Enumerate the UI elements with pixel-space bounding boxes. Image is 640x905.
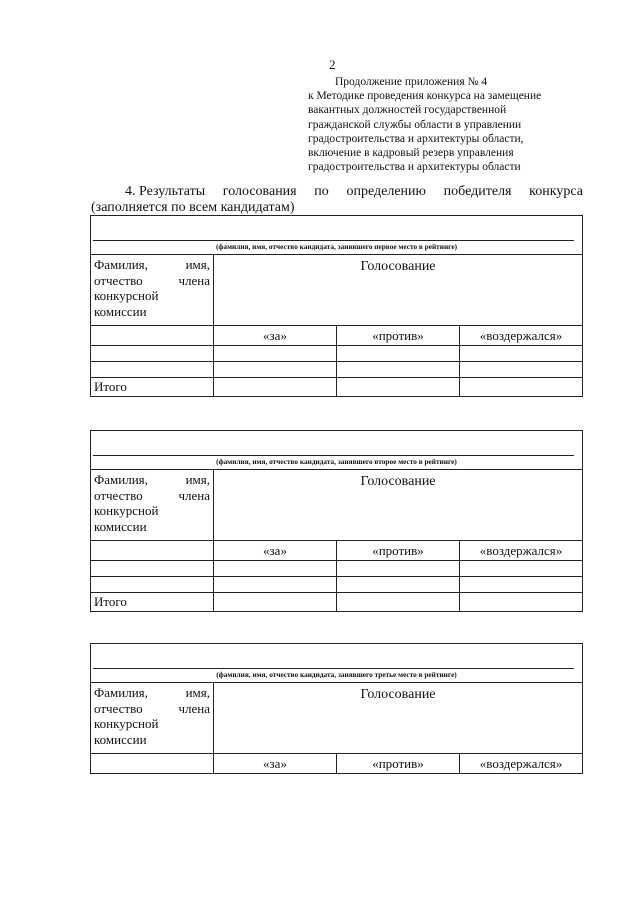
- label-word: имя,: [185, 257, 210, 272]
- signature-line: [93, 455, 574, 456]
- label-word: члена: [178, 272, 210, 288]
- appendix-header: [308, 75, 608, 174]
- option-abstain: «воздержался»: [460, 541, 583, 561]
- option-against: «против»: [337, 754, 460, 774]
- member-name-cell[interactable]: [91, 346, 214, 362]
- vote-cell[interactable]: [460, 346, 583, 362]
- header-line: градостроительства и архитектуры области,: [308, 132, 524, 145]
- option-for: «за»: [214, 326, 337, 346]
- section-heading: [91, 184, 583, 200]
- page-number: 2: [329, 57, 336, 72]
- heading-word: по: [314, 184, 329, 199]
- total-cell[interactable]: [460, 378, 583, 397]
- candidate-caption: (фамилия, имя, отчество кандидата, занявшего третье место в рейтинге): [216, 670, 457, 679]
- signature-line: [93, 240, 574, 241]
- label-word: конкурсной: [94, 716, 159, 731]
- member-name-cell[interactable]: [91, 541, 214, 561]
- vote-cell[interactable]: [460, 561, 583, 577]
- label-word: Фамилия,: [94, 685, 148, 700]
- vote-cell[interactable]: [337, 346, 460, 362]
- member-label: [91, 683, 214, 754]
- header-line: градостроительства и архитектуры области: [308, 161, 521, 174]
- label-word: отчество: [94, 700, 143, 716]
- option-for: «за»: [214, 754, 337, 774]
- option-against: «против»: [337, 326, 460, 346]
- vote-cell[interactable]: [214, 561, 337, 577]
- heading-word: 4. Результаты: [125, 184, 206, 199]
- signature-line: [93, 668, 574, 669]
- header-line: вакантных должностей государственной: [308, 104, 507, 117]
- label-word: Фамилия,: [94, 257, 148, 272]
- total-cell[interactable]: [460, 593, 583, 612]
- member-name-cell[interactable]: [91, 561, 214, 577]
- label-word: отчество: [94, 487, 143, 503]
- candidate-name-field[interactable]: [91, 431, 583, 470]
- header-line: гражданской службы области в управлении: [308, 118, 522, 131]
- candidate-name-field[interactable]: [91, 644, 583, 683]
- section-intro: [91, 184, 583, 216]
- label-word: Фамилия,: [94, 472, 148, 487]
- candidate-name-field[interactable]: [91, 216, 583, 255]
- label-word: имя,: [185, 685, 210, 700]
- total-cell[interactable]: [214, 593, 337, 612]
- vote-header: Голосование: [214, 470, 583, 541]
- heading-word: определению: [346, 184, 426, 199]
- total-label: Итого: [91, 593, 214, 612]
- total-cell[interactable]: [337, 378, 460, 397]
- vote-cell[interactable]: [337, 577, 460, 593]
- option-abstain: «воздержался»: [460, 754, 583, 774]
- option-for: «за»: [214, 541, 337, 561]
- heading-word: голосования: [222, 184, 297, 199]
- member-name-cell[interactable]: [91, 362, 214, 378]
- label-word: имя,: [185, 472, 210, 487]
- label-word: члена: [178, 487, 210, 503]
- candidate-caption: (фамилия, имя, отчество кандидата, занявшего первое место в рейтинге): [215, 242, 458, 251]
- member-name-cell[interactable]: [91, 577, 214, 593]
- label-word: комиссии: [94, 303, 147, 319]
- vote-cell[interactable]: [214, 346, 337, 362]
- heading-word: конкурса: [529, 184, 583, 199]
- label-word: комиссии: [94, 731, 147, 747]
- member-name-cell[interactable]: [91, 326, 214, 346]
- member-label: [91, 470, 214, 541]
- heading-word: победителя: [443, 184, 512, 199]
- vote-cell[interactable]: [214, 362, 337, 378]
- vote-header: Голосование: [214, 683, 583, 754]
- total-cell[interactable]: [337, 593, 460, 612]
- vote-cell[interactable]: [214, 577, 337, 593]
- vote-header: Голосование: [214, 255, 583, 326]
- member-label: [91, 255, 214, 326]
- voting-table-first-place: [90, 215, 583, 397]
- voting-table-third-place: [90, 643, 583, 774]
- label-word: отчество: [94, 272, 143, 288]
- total-cell[interactable]: [214, 378, 337, 397]
- vote-cell[interactable]: [460, 577, 583, 593]
- label-word: конкурсной: [94, 503, 159, 518]
- total-label: Итого: [91, 378, 214, 397]
- option-against: «против»: [337, 541, 460, 561]
- member-name-cell[interactable]: [91, 754, 214, 774]
- section-note: (заполняется по всем кандидатам): [91, 200, 295, 215]
- option-abstain: «воздержался»: [460, 326, 583, 346]
- label-word: конкурсной: [94, 288, 159, 303]
- label-word: комиссии: [94, 518, 147, 534]
- vote-cell[interactable]: [337, 362, 460, 378]
- vote-cell[interactable]: [337, 561, 460, 577]
- voting-table-second-place: [90, 430, 583, 612]
- header-line: Продолжение приложения № 4: [335, 76, 488, 88]
- label-word: члена: [178, 700, 210, 716]
- vote-cell[interactable]: [460, 362, 583, 378]
- candidate-caption: (фамилия, имя, отчество кандидата, занявшего второе место в рейтинге): [216, 457, 457, 466]
- header-line: к Методике проведения конкурса на замещение: [308, 90, 542, 103]
- header-line: включение в кадровый резерв управления: [308, 147, 514, 160]
